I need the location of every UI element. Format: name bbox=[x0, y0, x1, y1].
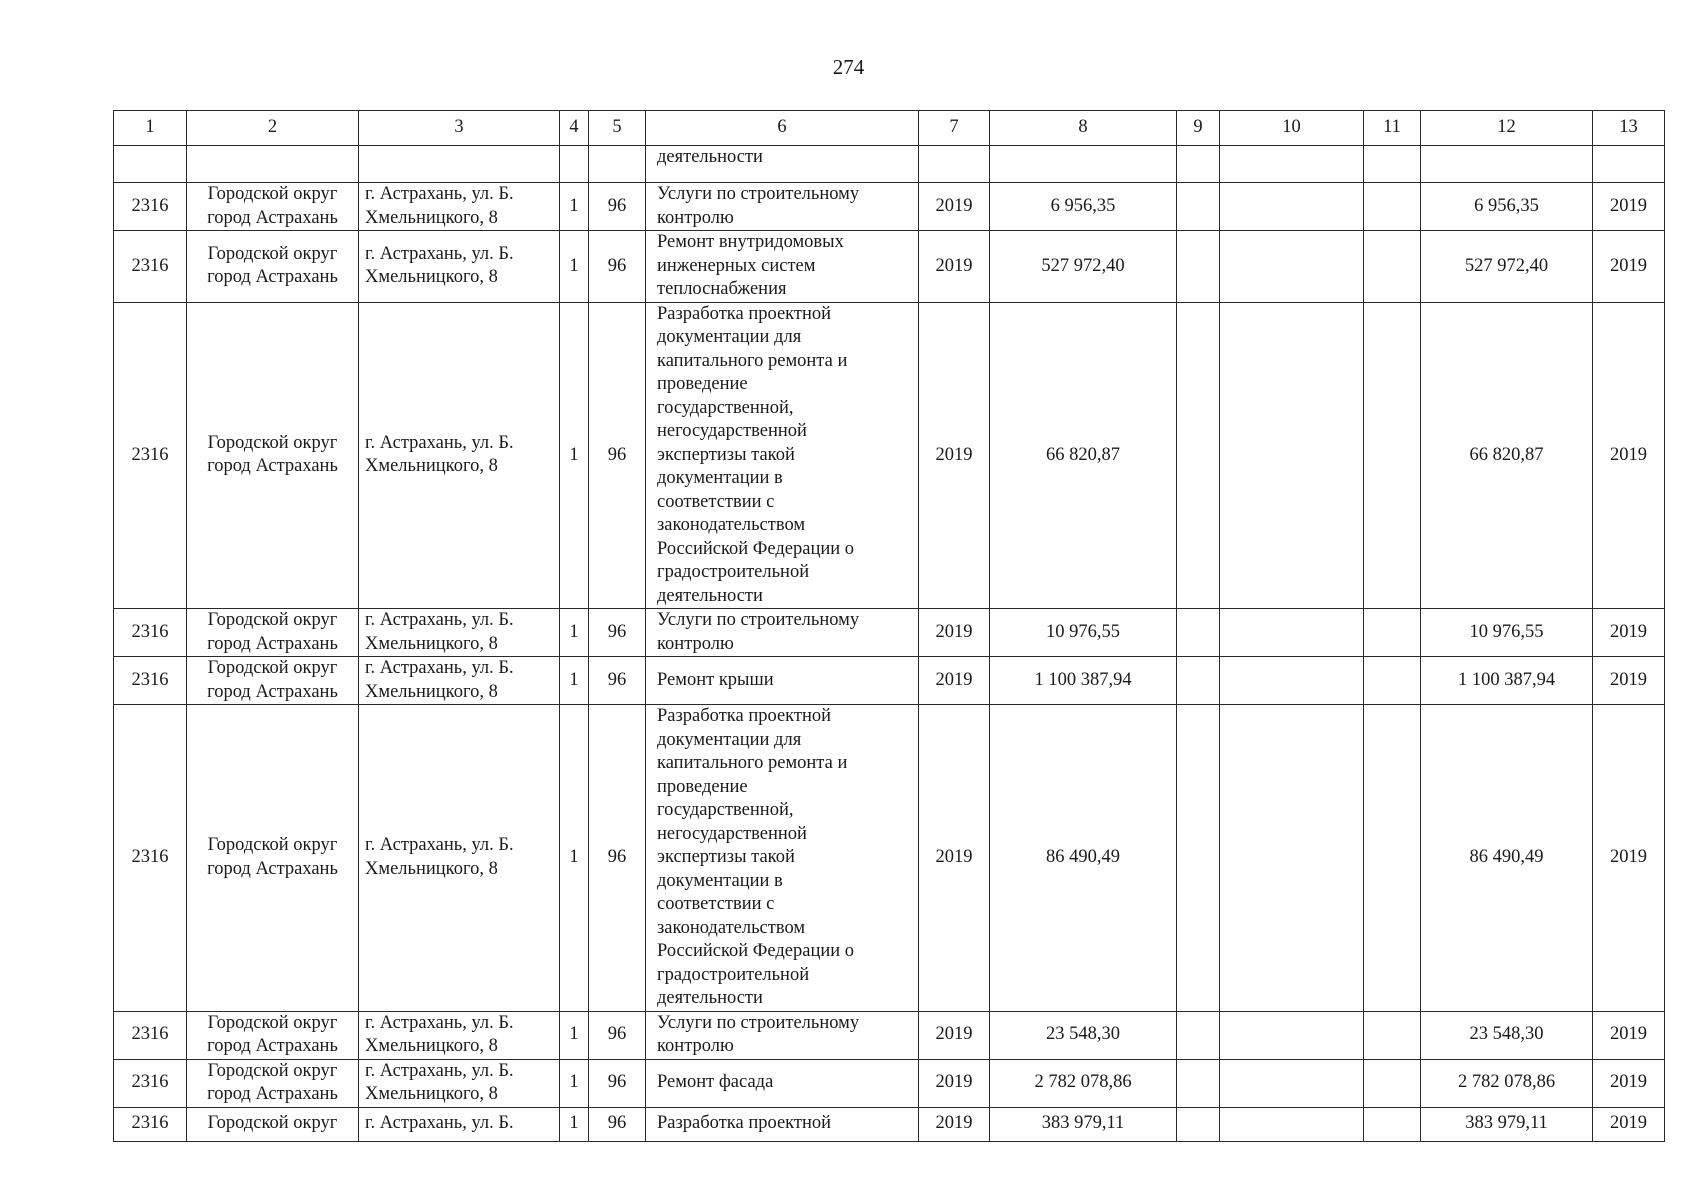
work-type-cell: Услуги по строительному контролю bbox=[646, 1011, 919, 1059]
cell bbox=[990, 146, 1177, 183]
cost-cell: 383 979,11 bbox=[1421, 1107, 1593, 1141]
column-header: 7 bbox=[919, 111, 990, 146]
address-cell: г. Астрахань, ул. Б. Хмельницкого, 8 bbox=[359, 1059, 560, 1107]
work-type-cell: Услуги по строительному контролю bbox=[646, 609, 919, 657]
work-type-cell: Разработка проектной документации для капитального ремонта и проведение государственной, негосударственной экспертизы такой документации в соответствии с законодательством Российской Федерации о градостроительной деятельности bbox=[646, 302, 919, 609]
cost-cell: 527 972,40 bbox=[1421, 231, 1593, 303]
total-cost-cell: 1 100 387,94 bbox=[990, 657, 1177, 705]
cell: 1 bbox=[560, 1107, 589, 1141]
column-header: 6 bbox=[646, 111, 919, 146]
cell: 96 bbox=[589, 1107, 646, 1141]
column-header: 11 bbox=[1364, 111, 1421, 146]
work-type-cell: Разработка проектной документации для капитального ремонта и проведение государственной, негосударственной экспертизы такой документации в соответствии с законодательством Российской Федерации о градостроительной деятельности bbox=[646, 705, 919, 1012]
column-header: 2 bbox=[187, 111, 359, 146]
cell bbox=[1177, 1059, 1220, 1107]
municipality-cell: Городской округ город Астрахань bbox=[187, 1059, 359, 1107]
cost-cell: 23 548,30 bbox=[1421, 1011, 1593, 1059]
cell bbox=[1364, 231, 1421, 303]
record-id-cell: 2316 bbox=[114, 231, 187, 303]
address-cell: г. Астрахань, ул. Б. bbox=[359, 1107, 560, 1141]
year-end-cell: 2019 bbox=[1593, 1107, 1665, 1141]
total-cost-cell: 527 972,40 bbox=[990, 231, 1177, 303]
year-cell: 2019 bbox=[919, 302, 990, 609]
table-row bbox=[114, 657, 1665, 705]
cell bbox=[1364, 609, 1421, 657]
municipality-cell: Городской округ город Астрахань bbox=[187, 705, 359, 1012]
municipality-cell: Городской округ город Астрахань bbox=[187, 609, 359, 657]
record-id-cell: 2316 bbox=[114, 657, 187, 705]
page-number: 274 bbox=[832, 55, 865, 79]
year-end-cell: 2019 bbox=[1593, 231, 1665, 303]
work-type-cell: Ремонт фасада bbox=[646, 1059, 919, 1107]
cell bbox=[1177, 1011, 1220, 1059]
address-cell: г. Астрахань, ул. Б. Хмельницкого, 8 bbox=[359, 1011, 560, 1059]
cell bbox=[1177, 231, 1220, 303]
column-header: 1 bbox=[114, 111, 187, 146]
cost-cell: 1 100 387,94 bbox=[1421, 657, 1593, 705]
year-end-cell: 2019 bbox=[1593, 183, 1665, 231]
total-cost-cell: 86 490,49 bbox=[990, 705, 1177, 1012]
work-type-cell: Разработка проектной bbox=[646, 1107, 919, 1141]
cost-cell: 6 956,35 bbox=[1421, 183, 1593, 231]
municipality-cell: Городской округ bbox=[187, 1107, 359, 1141]
cell bbox=[1177, 705, 1220, 1012]
year-end-cell: 2019 bbox=[1593, 1011, 1665, 1059]
cell: 1 bbox=[560, 705, 589, 1012]
cell bbox=[1220, 1059, 1364, 1107]
municipality-cell: Городской округ город Астрахань bbox=[187, 657, 359, 705]
cell bbox=[1220, 183, 1364, 231]
column-header: 8 bbox=[990, 111, 1177, 146]
cell bbox=[1220, 231, 1364, 303]
column-header: 4 bbox=[560, 111, 589, 146]
municipality-cell: Городской округ город Астрахань bbox=[187, 1011, 359, 1059]
column-header: 10 bbox=[1220, 111, 1364, 146]
table-row bbox=[114, 1011, 1665, 1059]
municipality-cell: Городской округ город Астрахань bbox=[187, 302, 359, 609]
cell: 96 bbox=[589, 183, 646, 231]
total-cost-cell: 10 976,55 bbox=[990, 609, 1177, 657]
cell: 96 bbox=[589, 609, 646, 657]
cell bbox=[1220, 146, 1364, 183]
column-header: 3 bbox=[359, 111, 560, 146]
year-cell: 2019 bbox=[919, 705, 990, 1012]
cell bbox=[1177, 657, 1220, 705]
cell bbox=[114, 146, 187, 183]
cell bbox=[1364, 302, 1421, 609]
cell bbox=[1421, 146, 1593, 183]
work-type-cell: Ремонт внутридомовых инженерных систем теплоснабжения bbox=[646, 231, 919, 303]
record-id-cell: 2316 bbox=[114, 705, 187, 1012]
year-end-cell: 2019 bbox=[1593, 705, 1665, 1012]
address-cell: г. Астрахань, ул. Б. Хмельницкого, 8 bbox=[359, 302, 560, 609]
cell: 1 bbox=[560, 657, 589, 705]
year-cell: 2019 bbox=[919, 1107, 990, 1141]
record-id-cell: 2316 bbox=[114, 1107, 187, 1141]
column-header: 9 bbox=[1177, 111, 1220, 146]
address-cell: г. Астрахань, ул. Б. Хмельницкого, 8 bbox=[359, 657, 560, 705]
cell bbox=[1364, 1059, 1421, 1107]
record-id-cell: 2316 bbox=[114, 609, 187, 657]
year-cell: 2019 bbox=[919, 231, 990, 303]
year-end-cell: 2019 bbox=[1593, 1059, 1665, 1107]
cell: 96 bbox=[589, 705, 646, 1012]
record-id-cell: 2316 bbox=[114, 183, 187, 231]
year-end-cell: 2019 bbox=[1593, 609, 1665, 657]
year-cell: 2019 bbox=[919, 183, 990, 231]
cost-cell: 2 782 078,86 bbox=[1421, 1059, 1593, 1107]
record-id-cell: 2316 bbox=[114, 1059, 187, 1107]
cell bbox=[1220, 705, 1364, 1012]
table-row bbox=[114, 231, 1665, 303]
cell bbox=[1177, 302, 1220, 609]
cell: 1 bbox=[560, 231, 589, 303]
total-cost-cell: 383 979,11 bbox=[990, 1107, 1177, 1141]
register-table bbox=[113, 110, 1665, 1142]
year-cell: 2019 bbox=[919, 609, 990, 657]
cell bbox=[1364, 1107, 1421, 1141]
municipality-cell: Городской округ город Астрахань bbox=[187, 231, 359, 303]
year-end-cell: 2019 bbox=[1593, 302, 1665, 609]
cell: 96 bbox=[589, 231, 646, 303]
cell bbox=[187, 146, 359, 183]
table-row bbox=[114, 1107, 1665, 1141]
record-id-cell: 2316 bbox=[114, 302, 187, 609]
cell: 96 bbox=[589, 657, 646, 705]
cell bbox=[589, 146, 646, 183]
table-row bbox=[114, 183, 1665, 231]
table-row bbox=[114, 705, 1665, 1012]
cell bbox=[1364, 183, 1421, 231]
column-header: 5 bbox=[589, 111, 646, 146]
table-body bbox=[114, 111, 1665, 1142]
cell: 96 bbox=[589, 1011, 646, 1059]
total-cost-cell: 66 820,87 bbox=[990, 302, 1177, 609]
cell bbox=[560, 146, 589, 183]
column-header: 12 bbox=[1421, 111, 1593, 146]
total-cost-cell: 2 782 078,86 bbox=[990, 1059, 1177, 1107]
cell bbox=[1220, 302, 1364, 609]
cell bbox=[1177, 609, 1220, 657]
cell: 1 bbox=[560, 1011, 589, 1059]
cell bbox=[1177, 1107, 1220, 1141]
address-cell: г. Астрахань, ул. Б. Хмельницкого, 8 bbox=[359, 609, 560, 657]
cell bbox=[1220, 1107, 1364, 1141]
cell bbox=[1364, 1011, 1421, 1059]
cell bbox=[919, 146, 990, 183]
year-cell: 2019 bbox=[919, 1011, 990, 1059]
work-type-cell: деятельности bbox=[646, 146, 919, 183]
cell bbox=[1364, 705, 1421, 1012]
column-header: 13 bbox=[1593, 111, 1665, 146]
address-cell: г. Астрахань, ул. Б. Хмельницкого, 8 bbox=[359, 705, 560, 1012]
cell bbox=[1364, 657, 1421, 705]
cell bbox=[1177, 183, 1220, 231]
cell: 1 bbox=[560, 183, 589, 231]
work-type-cell: Услуги по строительному контролю bbox=[646, 183, 919, 231]
record-id-cell: 2316 bbox=[114, 1011, 187, 1059]
year-cell: 2019 bbox=[919, 657, 990, 705]
table-row bbox=[114, 302, 1665, 609]
cost-cell: 86 490,49 bbox=[1421, 705, 1593, 1012]
work-type-cell: Ремонт крыши bbox=[646, 657, 919, 705]
cost-cell: 66 820,87 bbox=[1421, 302, 1593, 609]
cell bbox=[1364, 146, 1421, 183]
cell: 96 bbox=[589, 302, 646, 609]
table-row bbox=[114, 609, 1665, 657]
table-row bbox=[114, 1059, 1665, 1107]
cell: 1 bbox=[560, 302, 589, 609]
address-cell: г. Астрахань, ул. Б. Хмельницкого, 8 bbox=[359, 231, 560, 303]
cell bbox=[1177, 146, 1220, 183]
address-cell: г. Астрахань, ул. Б. Хмельницкого, 8 bbox=[359, 183, 560, 231]
cell bbox=[1220, 1011, 1364, 1059]
cell bbox=[1220, 657, 1364, 705]
cell bbox=[1220, 609, 1364, 657]
cell: 1 bbox=[560, 609, 589, 657]
total-cost-cell: 23 548,30 bbox=[990, 1011, 1177, 1059]
total-cost-cell: 6 956,35 bbox=[990, 183, 1177, 231]
cell bbox=[359, 146, 560, 183]
cell: 96 bbox=[589, 1059, 646, 1107]
year-end-cell: 2019 bbox=[1593, 657, 1665, 705]
column-number-row bbox=[114, 111, 1665, 146]
cell bbox=[1593, 146, 1665, 183]
municipality-cell: Городской округ город Астрахань bbox=[187, 183, 359, 231]
year-cell: 2019 bbox=[919, 1059, 990, 1107]
cell: 1 bbox=[560, 1059, 589, 1107]
continuation-row bbox=[114, 146, 1665, 183]
cost-cell: 10 976,55 bbox=[1421, 609, 1593, 657]
